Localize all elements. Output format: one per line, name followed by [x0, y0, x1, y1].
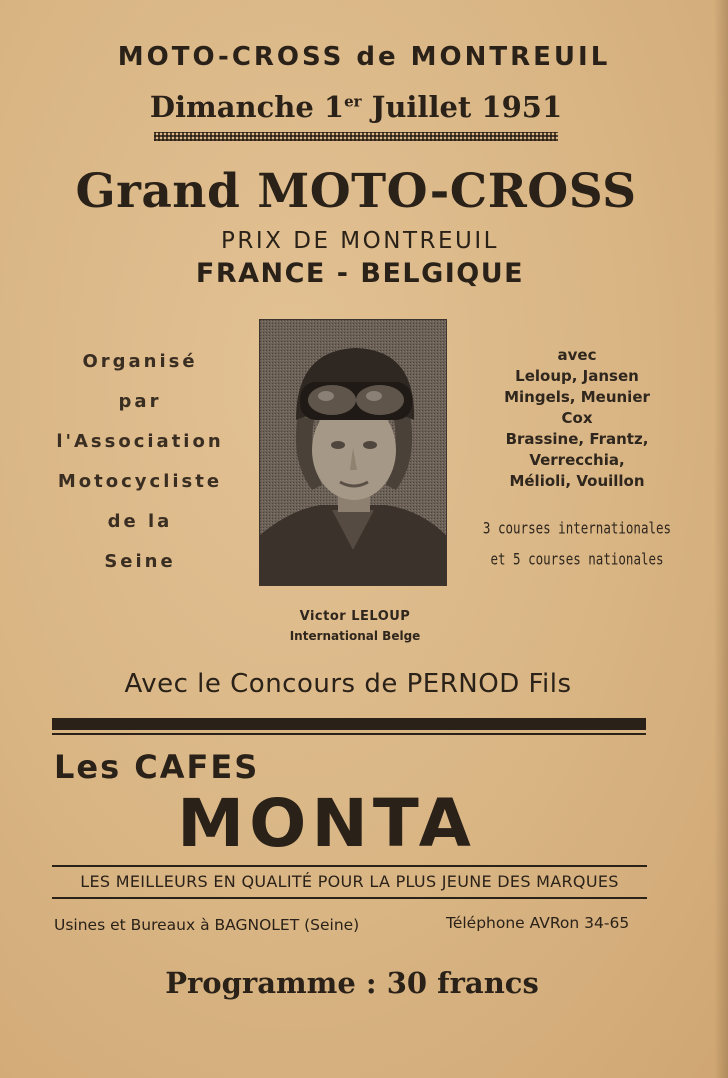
- riders-line: Cox: [561, 409, 593, 427]
- riders-line: avec: [557, 346, 597, 364]
- rider-photo: [259, 319, 447, 586]
- event-date: [0, 90, 720, 124]
- header-title: MOTO-CROSS de MONTREUIL: [117, 42, 611, 72]
- organizer-block: [40, 342, 240, 582]
- paper-edge: [714, 0, 728, 1078]
- tagline-rule-top: [52, 865, 647, 867]
- organizer-line: de la: [107, 511, 173, 532]
- organizer-line: l'Association: [56, 431, 224, 452]
- sponsor-line: Avec le Concours de PERNOD Fils: [124, 669, 572, 699]
- date-suffix: Juillet 1951: [361, 90, 563, 124]
- photo-name: Victor LELOUP: [299, 609, 411, 624]
- ad-address: Usines et Bureaux à BAGNOLET (Seine): [54, 916, 360, 934]
- courses-line: 3 courses internationales: [482, 518, 672, 537]
- photo-caption: International Belge: [289, 629, 421, 643]
- countries: FRANCE - BELGIQUE: [195, 258, 525, 289]
- ad-brand-small: Les CAFES: [54, 748, 260, 786]
- ad-tagline: LES MEILLEURS EN QUALITÉ POUR LA PLUS JEUNE DES MARQUES: [80, 872, 619, 891]
- riders-list: [466, 345, 688, 492]
- riders-line: Brassine, Frantz,: [505, 430, 649, 448]
- organizer-line: Motocycliste: [57, 471, 223, 492]
- rider-portrait-illustration: [260, 320, 446, 585]
- riders-line: Verrecchia,: [529, 451, 625, 469]
- ad-phone: Téléphone AVRon 34-65: [446, 914, 630, 932]
- organizer-line: par: [118, 391, 162, 412]
- dotted-divider: [154, 132, 558, 141]
- program-price: Programme : 30 francs: [165, 966, 539, 1000]
- courses-line: et 5 courses nationales: [490, 549, 664, 569]
- date-superscript: er: [344, 92, 362, 111]
- ad-brand-big: MONTA: [177, 785, 476, 862]
- date-prefix: Dimanche 1: [149, 90, 345, 124]
- riders-line: Leloup, Jansen: [515, 367, 639, 385]
- courses-info: [462, 512, 692, 575]
- event-title: Grand MOTO-CROSS: [75, 164, 637, 219]
- organizer-line: Organisé: [82, 351, 198, 372]
- prix-subtitle: PRIX DE MONTREUIL: [221, 228, 499, 254]
- section-divider-bar: [52, 718, 646, 730]
- tagline-rule-bottom: [52, 897, 647, 899]
- riders-line: Mingels, Meunier: [504, 388, 650, 406]
- riders-line: Mélioli, Vouillon: [509, 472, 645, 490]
- organizer-line: Seine: [104, 551, 176, 572]
